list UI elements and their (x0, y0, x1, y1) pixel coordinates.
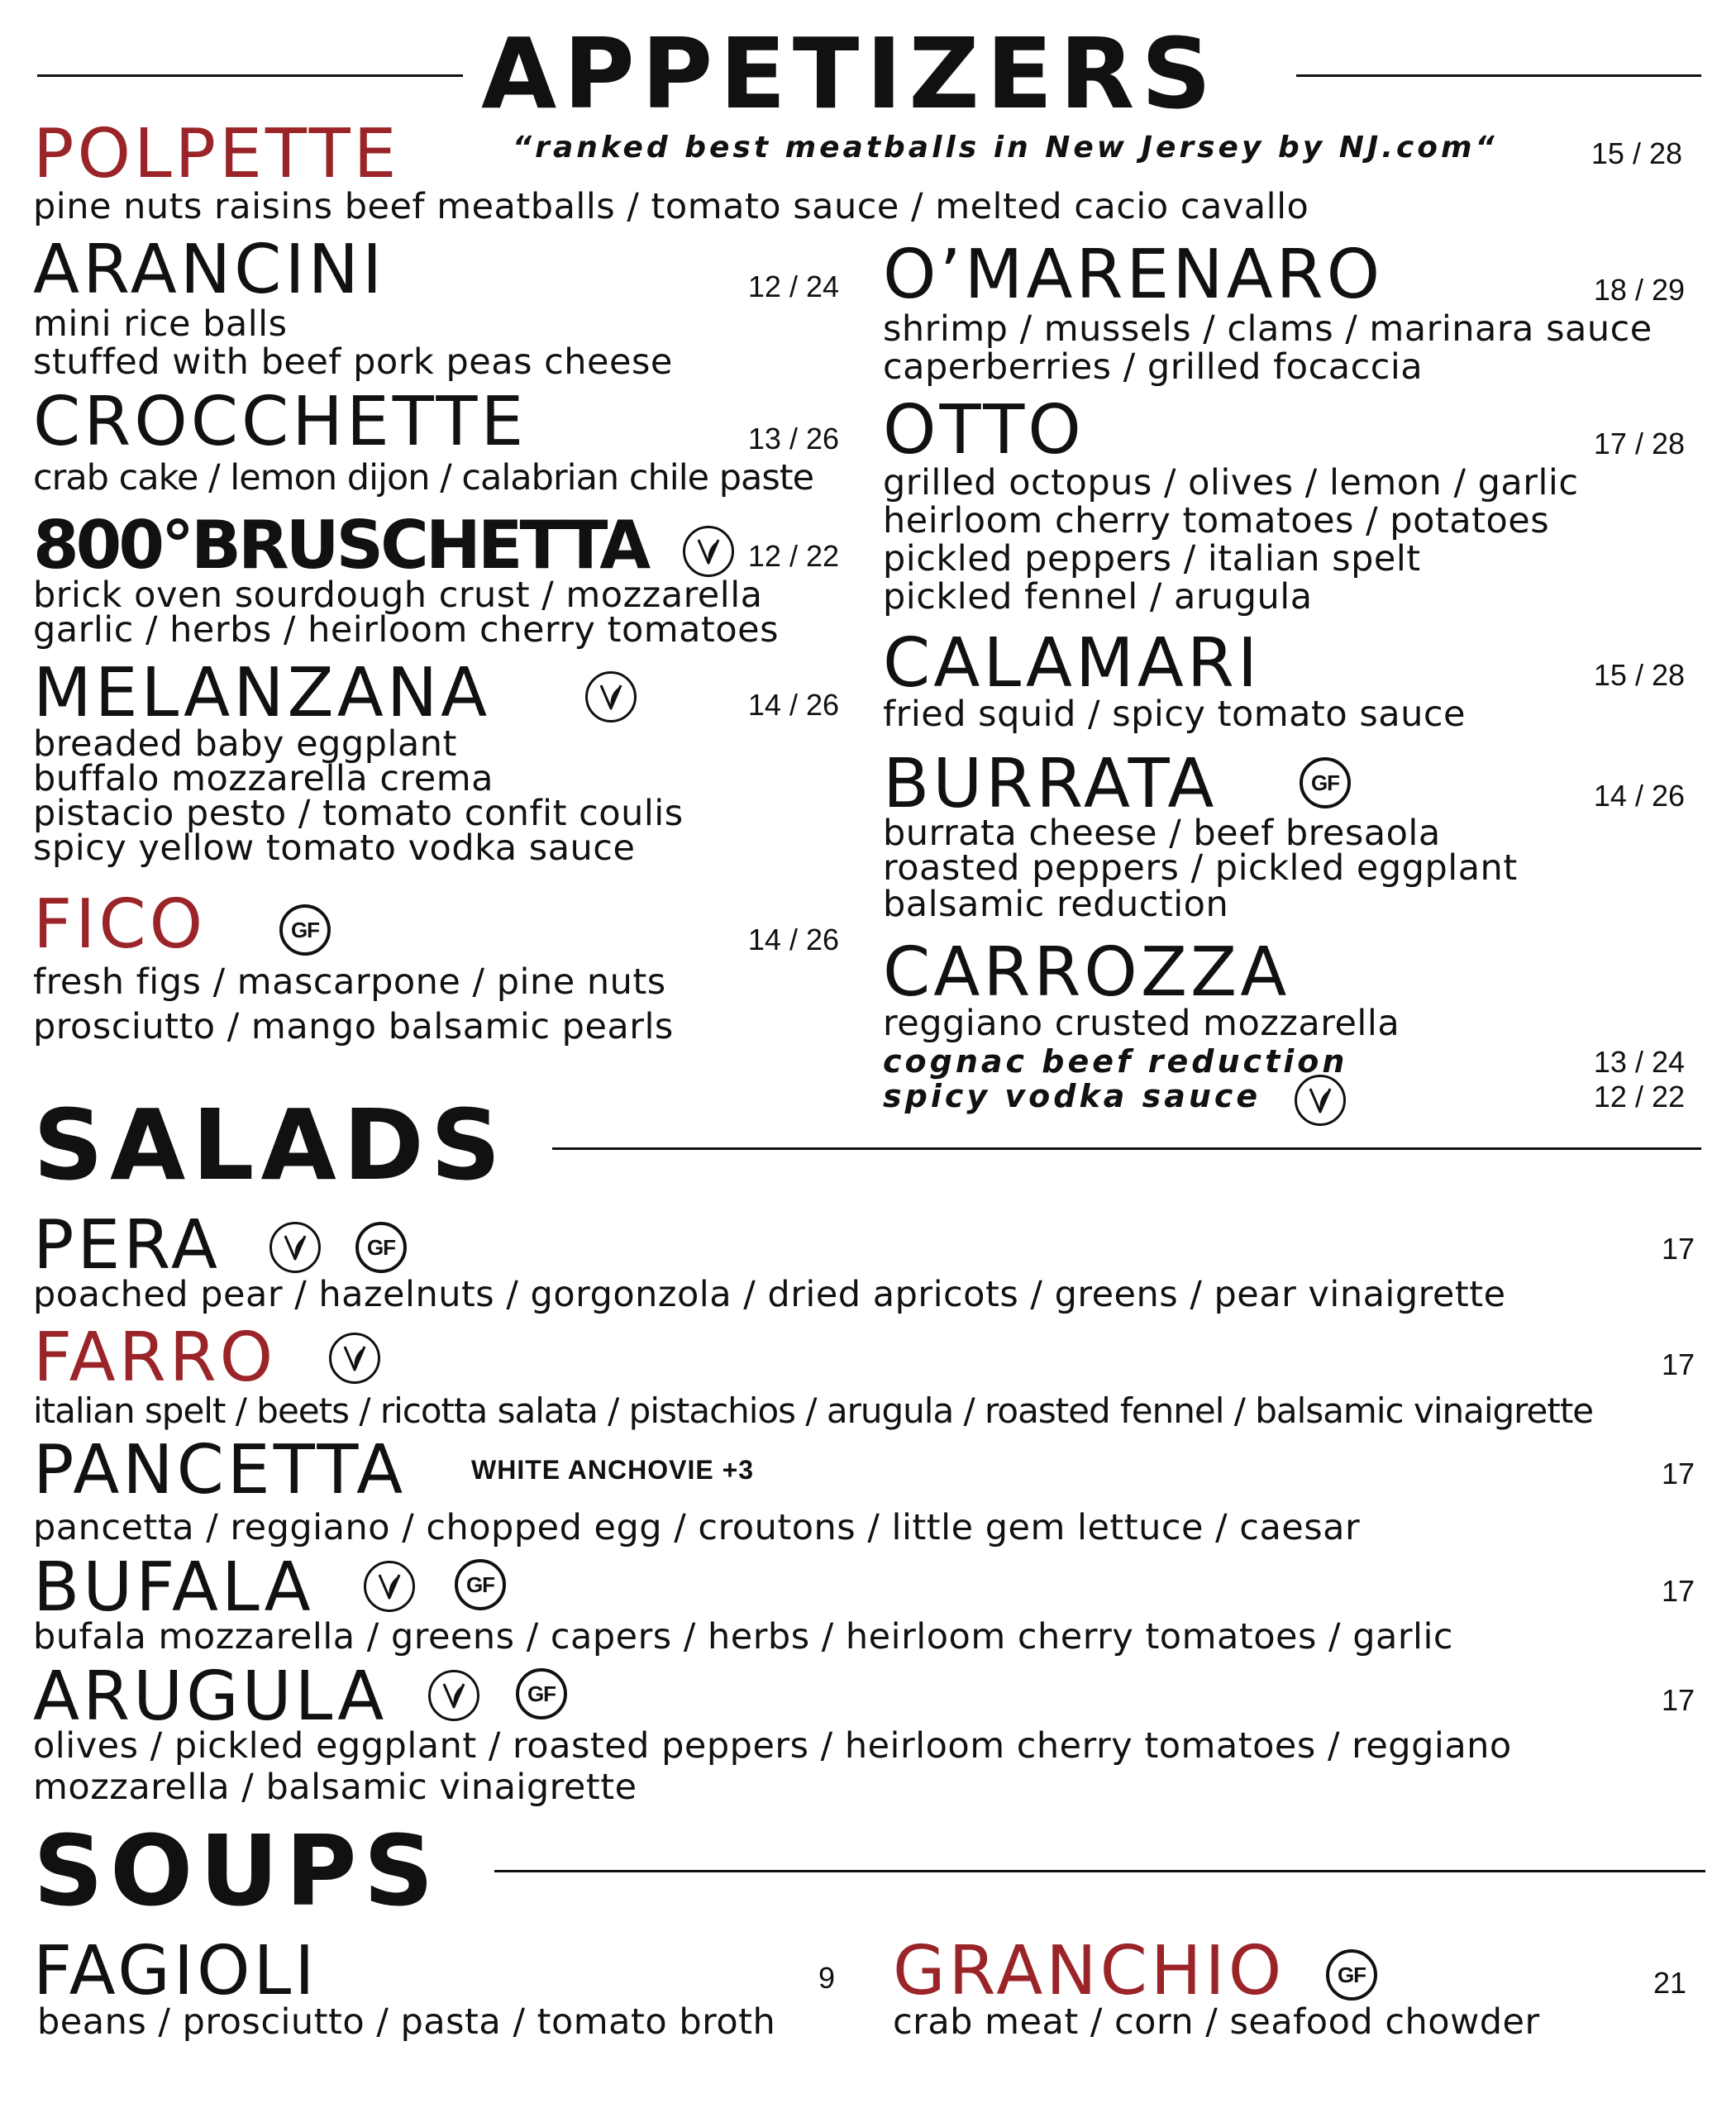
melanzana-desc-2: buffalo mozzarella crema (33, 758, 494, 799)
arugula-name: ARUGULA (33, 1657, 388, 1736)
burrata-desc-1: burrata cheese / beef bresaola (883, 813, 1441, 854)
vegetarian-leaf-icon (585, 671, 637, 723)
bufala-price: 17 (1661, 1574, 1695, 1608)
salads-rule (552, 1147, 1701, 1150)
carrozza-option-1: cognac beef reduction (883, 1043, 1348, 1080)
vegetarian-leaf-icon (428, 1670, 479, 1721)
fico-desc-2: prosciutto / mango balsamic pearls (33, 1006, 674, 1047)
bruschetta-name: 800°BRUSCHETTA (33, 507, 648, 584)
otto-name: OTTO (883, 391, 1085, 470)
fagioli-price: 9 (818, 1961, 835, 1995)
carrozza-desc-1: reggiano crusted mozzarella (883, 1003, 1400, 1044)
gluten-free-icon: GF (455, 1559, 506, 1610)
arancini-name: ARANCINI (33, 231, 386, 309)
burrata-name: BURRATA (883, 745, 1218, 823)
carrozza-option-1-price: 13 / 24 (1593, 1045, 1685, 1079)
carrozza-option-2-price: 12 / 22 (1593, 1080, 1685, 1114)
omarenaro-desc-2: caperberries / grilled focaccia (883, 346, 1424, 388)
arugula-desc-2: mozzarella / balsamic vinaigrette (33, 1767, 637, 1808)
polpette-name: POLPETTE (33, 115, 400, 193)
otto-desc-1: grilled octopus / olives / lemon / garlic (883, 462, 1579, 503)
pera-name: PERA (33, 1206, 222, 1285)
arancini-price: 12 / 24 (747, 269, 839, 303)
appetizers-title: APPETIZERS (481, 17, 1219, 131)
header-rule-left (37, 74, 463, 77)
melanzana-desc-1: breaded baby eggplant (33, 723, 457, 765)
carrozza-option-2: spicy vodka sauce (883, 1078, 1261, 1114)
pera-price: 17 (1661, 1232, 1695, 1266)
vegetarian-leaf-icon (1295, 1075, 1346, 1126)
arancini-desc-1: mini rice balls (33, 303, 288, 345)
vegetarian-leaf-icon (329, 1333, 380, 1384)
fico-price: 14 / 26 (747, 923, 839, 956)
vegetarian-leaf-icon (269, 1222, 321, 1273)
polpette-desc-1: pine nuts raisins beef meatballs / tomato sauce / melted cacio cavallo (33, 186, 1309, 227)
granchio-desc-1: crab meat / corn / seafood chowder (893, 2001, 1540, 2043)
bruschetta-desc-1: brick oven sourdough crust / mozzarella (33, 575, 763, 616)
calamari-name: CALAMARI (883, 624, 1261, 703)
burrata-price: 14 / 26 (1593, 779, 1685, 813)
pera-desc-1: poached pear / hazelnuts / gorgonzola / dried apricots / greens / pear vinaigrette (33, 1274, 1506, 1315)
soups-title: SOUPS (33, 1814, 441, 1928)
arugula-price: 17 (1661, 1683, 1695, 1717)
bruschetta-desc-2: garlic / herbs / heirloom cherry tomatoes (33, 609, 780, 651)
vegetarian-leaf-icon (364, 1561, 415, 1612)
otto-price: 17 / 28 (1593, 427, 1685, 460)
omarenaro-desc-1: shrimp / mussels / clams / marinara sauce (883, 308, 1653, 350)
calamari-desc-1: fried squid / spicy tomato sauce (883, 694, 1466, 735)
otto-desc-3: pickled peppers / italian spelt (883, 538, 1421, 579)
granchio-name: GRANCHIO (893, 1932, 1285, 2010)
melanzana-desc-3: pistacio pesto / tomato confit coulis (33, 793, 684, 834)
melanzana-desc-4: spicy yellow tomato vodka sauce (33, 827, 636, 869)
omarenaro-name: O’MARENARO (883, 236, 1384, 314)
burrata-desc-3: balsamic reduction (883, 884, 1229, 925)
soups-rule (494, 1870, 1705, 1872)
farro-desc-1: italian spelt / beets / ricotta salata / pistachios / arugula / roasted fennel / balsamic vinaigrette (33, 1390, 1594, 1431)
gluten-free-icon: GF (1300, 757, 1351, 808)
polpette-price: 15 / 28 (1591, 136, 1682, 170)
salads-title: SALADS (33, 1088, 508, 1202)
farro-price: 17 (1661, 1347, 1695, 1381)
fico-desc-1: fresh figs / mascarpone / pine nuts (33, 961, 666, 1003)
bufala-desc-1: bufala mozzarella / greens / capers / herbs / heirloom cherry tomatoes / garlic (33, 1616, 1454, 1657)
gluten-free-icon: GF (1326, 1949, 1377, 2001)
crocchette-price: 13 / 26 (747, 422, 839, 455)
bufala-name: BUFALA (33, 1548, 314, 1627)
polpette-tagline: “ranked best meatballs in New Jersey by NJ.com“ (513, 131, 1498, 165)
omarenaro-price: 18 / 29 (1593, 273, 1685, 307)
carrozza-name: CARROZZA (883, 933, 1290, 1012)
calamari-price: 15 / 28 (1593, 658, 1685, 692)
fagioli-name: FAGIOLI (33, 1932, 318, 2010)
farro-name: FARRO (33, 1319, 277, 1397)
gluten-free-icon: GF (355, 1222, 407, 1273)
melanzana-name: MELANZANA (33, 654, 491, 732)
pancetta-name: PANCETTA (33, 1431, 407, 1509)
burrata-desc-2: roasted peppers / pickled eggplant (883, 847, 1518, 889)
granchio-price: 21 (1653, 1966, 1686, 2000)
melanzana-price: 14 / 26 (747, 688, 839, 722)
gluten-free-icon: GF (516, 1668, 567, 1719)
fagioli-desc-1: beans / prosciutto / pasta / tomato broth (37, 2001, 776, 2043)
otto-desc-2: heirloom cherry tomatoes / potatoes (883, 500, 1550, 541)
bruschetta-price: 12 / 22 (747, 539, 839, 573)
pancetta-price: 17 (1661, 1457, 1695, 1490)
arugula-desc-1: olives / pickled eggplant / roasted peppers / heirloom cherry tomatoes / reggiano (33, 1725, 1512, 1767)
gluten-free-icon: GF (279, 904, 331, 956)
otto-desc-4: pickled fennel / arugula (883, 576, 1313, 618)
fico-name: FICO (33, 885, 207, 964)
arancini-desc-2: stuffed with beef pork peas cheese (33, 341, 673, 383)
header-rule-right (1296, 74, 1701, 77)
crocchette-desc-1: crab cake / lemon dijon / calabrian chile paste (33, 457, 814, 498)
pancetta-desc-1: pancetta / reggiano / chopped egg / croutons / little gem lettuce / caesar (33, 1507, 1361, 1548)
pancetta-note: WHITE ANCHOVIE +3 (471, 1455, 755, 1485)
crocchette-name: CROCCHETTE (33, 383, 527, 461)
